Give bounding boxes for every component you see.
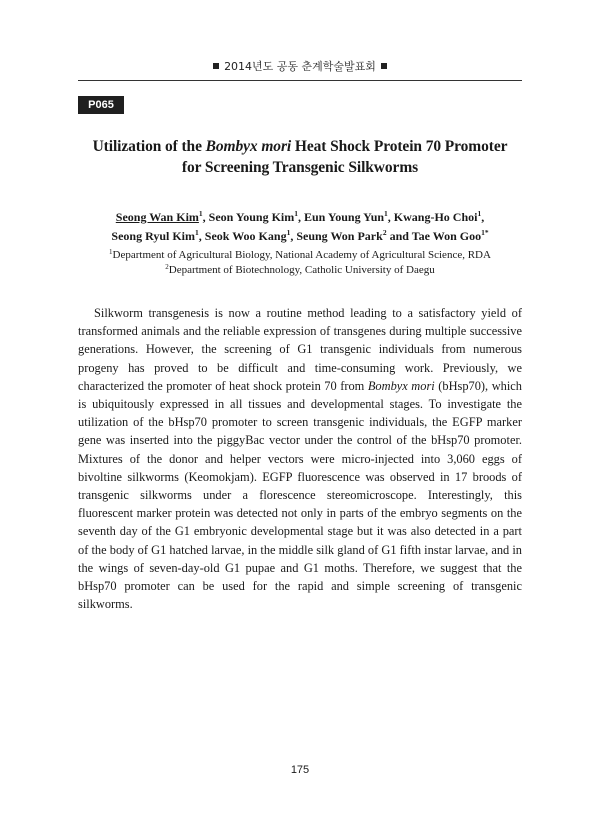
affiliation-line [78, 248, 522, 263]
square-bullet-icon [213, 63, 219, 69]
author-name: Tae Won Goo [411, 229, 482, 243]
proceedings-header-text: 2014년도 공동 춘계학술발표회 [224, 60, 376, 73]
title-species: Bombyx mori [205, 138, 292, 155]
affiliation-mark: 2 [165, 263, 169, 271]
author-name: Seong Wan Kim [115, 210, 199, 224]
proceedings-header [78, 56, 522, 78]
title-line2: for Screening Transgenic Silkworms [181, 159, 419, 176]
affiliation-list [78, 248, 522, 278]
square-bullet-icon [381, 63, 387, 69]
author-list: Seong Wan Kim$^1$, Seon Young Kim$^1$, Eun Young Yun$^1$, Kwang-Ho Choi$^1$, Seong Ryul Kim$^1$, Seok Woo Kang$^1$, Seung Won Park$^2$ and Tae Won Goo$^{1*}$ [111, 209, 489, 243]
abstract-text-part2: (bHsp70), which is ubiquitously expressed in all tissues and developmental stages. To investigate the utilization of the bHsp70 promoter to screen transgenic individuals, the EGFP marker gene was inserted into the piggyBac vector under the control of the bHsp70 promoter. Mixtures of the donor and helper vectors were micro-injected into 3,060 eggs of bivoltine silkworms (Keomokjam). EGFP fluorescence was observed in 17 broods of transgenic silkworms under a florescence stereomicroscope. Interestingly, this fluorescent marker protein was detected not only in parts of the embryo segments on the seventh day of the G1 embryonic developmental stage but it was also detected in a part of the body of G1 hatched larvae, in the middle silk gland of G1 fifth instar larvae, and in the wings of seven-day-old G1 pupae and G1 moths. Therefore, we suggest that the bHsp70 promoter can be used for the rapid and simple screening of transgenic silkworms. [78, 378, 522, 612]
page-number: 175 [290, 764, 310, 776]
author-name: Seung Won Park [296, 229, 383, 243]
abstract-body [78, 304, 522, 613]
author-affiliation-mark: 1 [286, 228, 291, 237]
author-affiliation-mark: 1 [294, 209, 298, 218]
header-divider [78, 80, 522, 81]
poster-number-badge: P065 [78, 96, 124, 114]
affiliation-text: Department of Biotechnology, Catholic University of Daegu [168, 264, 435, 276]
author-name: Seok Woo Kang [204, 229, 287, 243]
affiliation-line [78, 263, 522, 278]
author-affiliation-mark: 1 [195, 228, 199, 237]
author-name: Seon Young Kim [208, 210, 295, 224]
author-affiliation-mark: 1 [477, 209, 482, 218]
paper-title [78, 136, 522, 178]
author-connector: and [389, 229, 409, 243]
author-affiliation-mark: 2 [382, 228, 387, 237]
title-part2: Heat Shock Protein 70 Promoter [291, 138, 508, 155]
author-affiliation-mark: 1* [481, 228, 489, 237]
author-affiliation-mark: 1 [198, 209, 203, 218]
author-name: Seong Ryul Kim [111, 229, 196, 243]
affiliation-mark: 1 [109, 248, 113, 256]
affiliation-text: Department of Agricultural Biology, National Academy of Agricultural Science, RDA [112, 249, 491, 261]
author-name: Kwang-Ho Choi [393, 210, 478, 224]
abstract-text-part1: Silkworm transgenesis is now a routine method leading to a satisfactory yield of transformed animals and the reliable expression of transgenes during multiple successive generations. However, the screening of G1 transgenic individuals from numerous progeny has proved to be difficult and time-consuming work. Previously, we characterized the promoter of heat shock protein 70 from [78, 306, 522, 393]
title-part1: Utilization of the [92, 138, 206, 155]
author-name: Eun Young Yun [303, 210, 385, 224]
abstract-species: Bombyx mori [367, 378, 435, 393]
author-affiliation-mark: 1 [384, 209, 388, 218]
